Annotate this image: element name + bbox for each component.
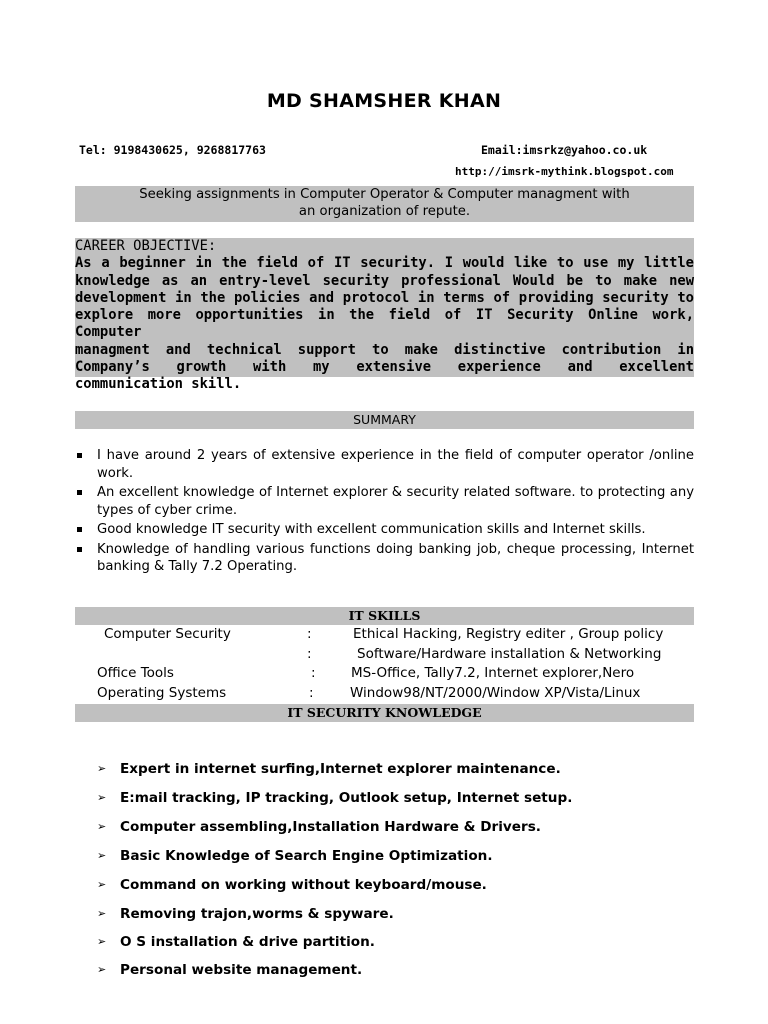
skill-category: Office Tools (97, 665, 174, 681)
skill-separator: : (307, 626, 312, 642)
summary-heading: SUMMARY (75, 411, 694, 429)
objective-line: explore more opportunities in the field of IT Security Online work, Computer (75, 307, 694, 341)
objective-line: communication skill. (75, 376, 242, 393)
arrow-bullet-icon: ➢ (97, 820, 107, 833)
square-bullet-icon (77, 527, 82, 532)
objective-line: knowledge as an entry-level security professional Would be to make new (75, 272, 694, 289)
it-security-heading: IT SECURITY KNOWLEDGE (75, 704, 694, 722)
career-objective-label: CAREER OBJECTIVE: (75, 238, 217, 254)
skill-category: Operating Systems (97, 685, 227, 701)
seeking-statement (75, 186, 694, 222)
skill-row (0, 645, 768, 664)
skill-value: MS-Office, Tally7.2, Internet explorer,Nero (351, 665, 635, 681)
arrow-bullet-icon: ➢ (97, 791, 107, 804)
arrow-bullet-icon: ➢ (97, 935, 107, 948)
arrow-bullet-icon: ➢ (97, 907, 107, 920)
skill-separator: : (309, 685, 314, 701)
career-objective-section (75, 238, 694, 393)
arrow-bullet-icon: ➢ (97, 762, 107, 775)
phone-numbers: Tel: 9198430625, 9268817763 (79, 143, 266, 157)
skill-separator: : (307, 646, 312, 662)
square-bullet-icon (77, 547, 82, 552)
objective-line: As a beginner in the field of IT security. I would like to use my little (75, 255, 694, 272)
skill-row (0, 664, 768, 683)
email-address: Email:imsrkz@yahoo.co.uk (481, 143, 648, 157)
skill-row (0, 684, 768, 703)
square-bullet-icon (77, 453, 82, 458)
website-url: http://imsrk-mythink.blogspot.com (455, 165, 674, 178)
square-bullet-icon (77, 490, 82, 495)
skill-category: Computer Security (104, 626, 231, 642)
summary-item: An excellent knowledge of Internet explorer & security related software. to protecting any types of cyber crime. (75, 484, 694, 519)
skill-separator: : (311, 665, 316, 681)
summary-item: I have around 2 years of extensive experience in the field of computer operator /online work. (75, 447, 694, 482)
arrow-bullet-icon: ➢ (97, 963, 107, 976)
objective-line: development in the policies and protocol in terms of providing security to (75, 289, 694, 306)
seeking-line-1: Seeking assignments in Computer Operator & Computer managment with (139, 187, 630, 202)
seeking-line-2: an organization of repute. (298, 204, 471, 219)
objective-line: Company’s growth with my extensive experience and excellent (75, 359, 694, 376)
objective-line: managment and technical support to make distinctive contribution in (75, 341, 694, 358)
skill-value: Ethical Hacking, Registry editer , Group policy (353, 626, 664, 642)
skill-row (0, 625, 768, 644)
summary-item: Knowledge of handling various functions doing banking job, cheque processing, Internet banking & Tally 7.2 Operating. (75, 541, 694, 576)
skill-value: Software/Hardware installation & Networking (357, 646, 662, 662)
resume-name: MD SHAMSHER KHAN (266, 90, 502, 112)
summary-item: Good knowledge IT security with excellent communication skills and Internet skills. (75, 521, 694, 539)
summary-list (75, 447, 694, 578)
arrow-bullet-icon: ➢ (97, 878, 107, 891)
skill-value: Window98/NT/2000/Window XP/Vista/Linux (350, 685, 641, 701)
arrow-bullet-icon: ➢ (97, 849, 107, 862)
it-skills-heading: IT SKILLS (75, 607, 694, 625)
